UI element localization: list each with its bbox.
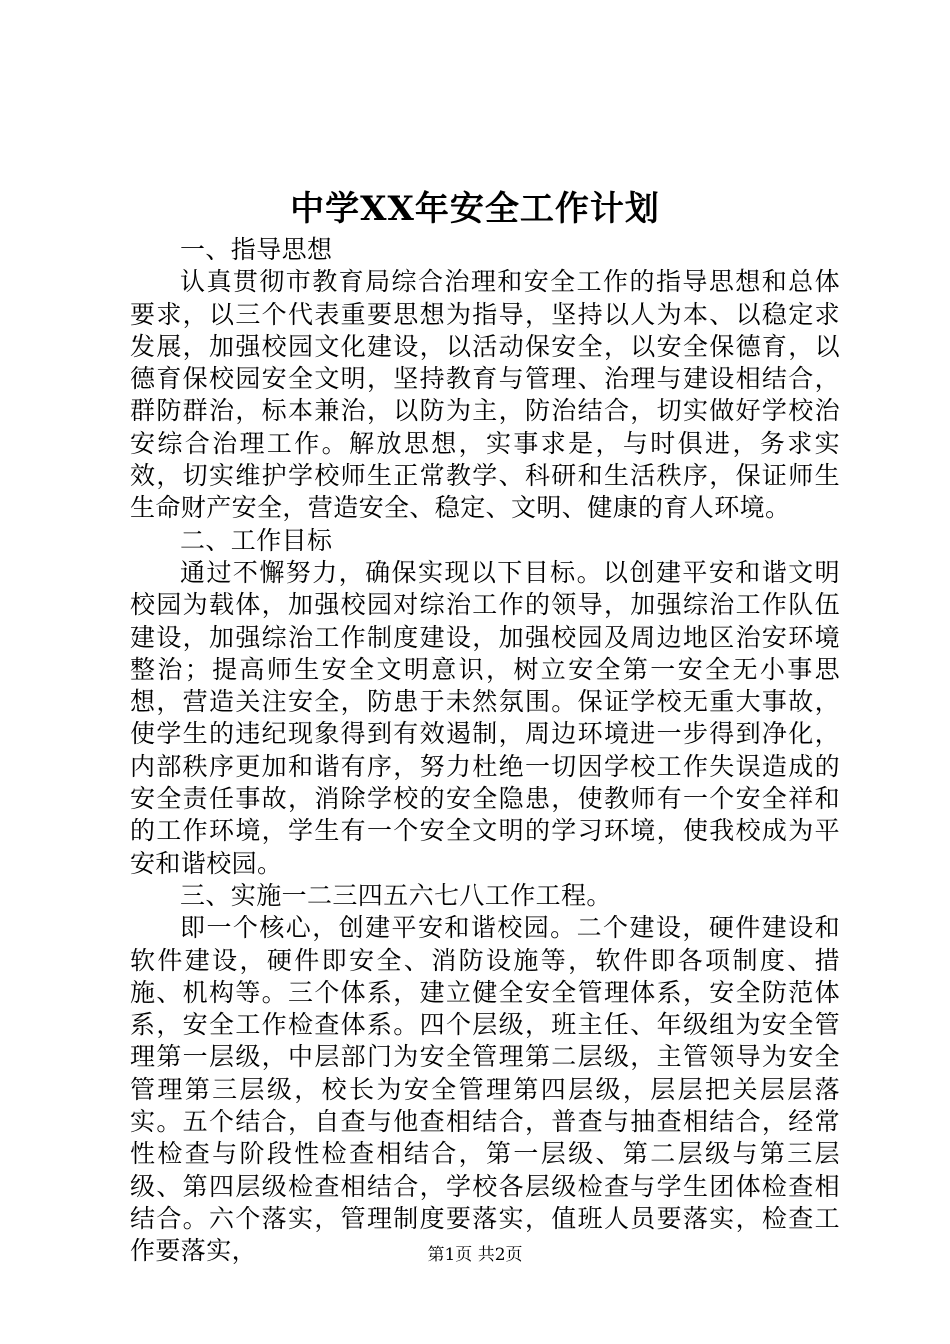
- page-footer: 第1页 共2页: [427, 1245, 523, 1265]
- section-heading-implementation: 三、实施一二三四五六七八工作工程。: [180, 880, 612, 910]
- section-paragraph-guiding-ideology: 认真贯彻市教育局综合治理和安全工作的指导思想和总体要求，以三个代表重要思想为指导，坚持以人为本、以稳定求发展，加强校园文化建设，以活动保安全，以安全保德育，以德育保校园安全文明，坚持教育与管理、治理与建设相结合，群防群治，标本兼治，以防为主，防治结合，切实做好学校治安综合治理工作。解放思想，实事求是，与时俱进，务求实效，切实维护学校师生正常教学、科研和生活秩序，保证师生生命财产安全，营造安全、稳定、文明、健康的育人环境。: [130, 267, 840, 523]
- section-paragraph-work-goals: 通过不懈努力，确保实现以下目标。以创建平安和谐文明校园为载体，加强校园对综治工作的领导，加强综治工作队伍建设，加强综治工作制度建设，加强校园及周边地区治安环境整治；提高师生安全文明意识，树立安全第一安全无小事思想，营造关注安全，防患于未然氛围。保证学校无重大事故，使学生的违纪现象得到有效遏制，周边环境进一步得到净化，内部秩序更加和谐有序，努力杜绝一切因学校工作失误造成的安全责任事故，消除学校的安全隐患，使教师有一个安全祥和的工作环境，学生有一个安全文明的学习环境，使我校成为平安和谐校园。: [130, 557, 840, 878]
- document-body: [130, 234, 840, 1268]
- section-heading-work-goals: 二、工作目标: [180, 525, 333, 555]
- section-heading-guiding-ideology: 一、指导思想: [180, 235, 333, 264]
- section-paragraph-implementation: 即一个核心，创建平安和谐校园。二个建设，硬件建设和软件建设，硬件即安全、消防设施等，软件即各项制度、措施、机构等。三个体系，建立健全安全管理体系，安全防范体系，安全工作检查体系。四个层级，班主任、年级组为安全管理第一层级，中层部门为安全管理第二层级，主管领导为安全管理第三层级，校长为安全管理第四层级，层层把关层层落实。五个结合，自查与他查相结合，普查与抽查相结合，经常性检查与阶段性检查相结合，第一层级、第二层级与第三层级、第四层级检查相结合，学校各层级检查与学生团体检查相结合。六个落实，管理制度要落实，值班人员要落实，检查工作要落实，: [130, 913, 840, 1266]
- document-title: 中学XX年安全工作计划: [290, 189, 660, 229]
